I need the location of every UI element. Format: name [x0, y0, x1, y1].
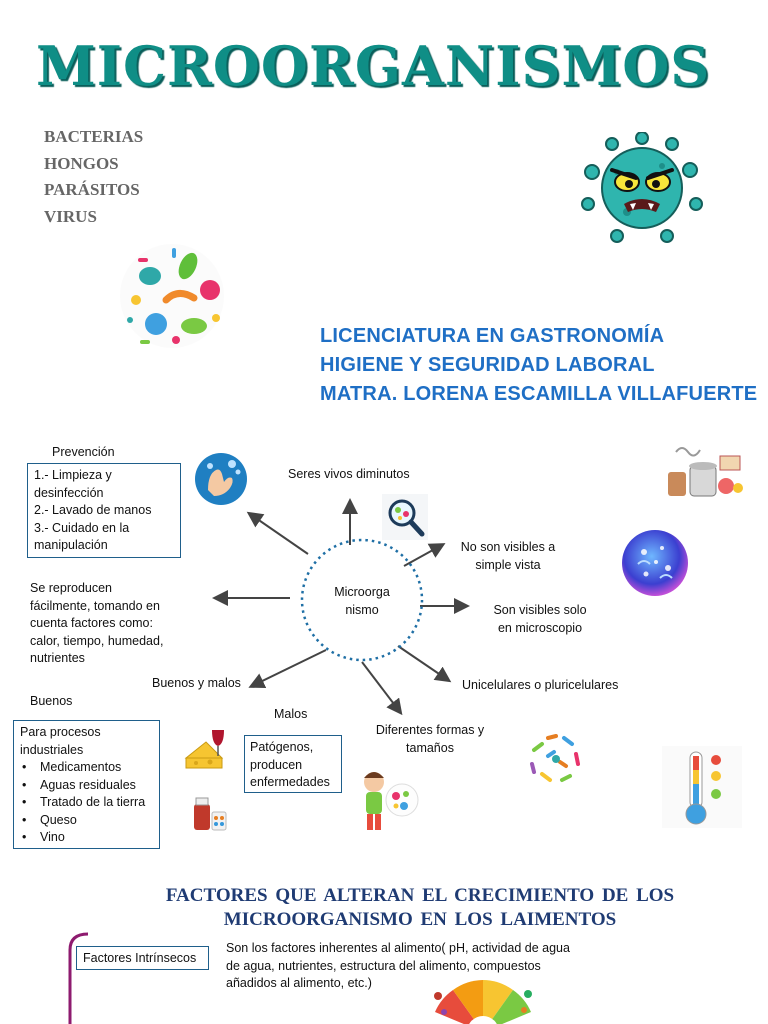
prevencion-item-3: 3.- Cuidado en la manipulación — [34, 520, 130, 552]
node-no-visibles-line1: No son visibles a — [460, 540, 556, 554]
center-label-line2: nismo — [345, 602, 379, 617]
procesos-item: • Vino — [20, 829, 153, 847]
thermometer-icon — [662, 746, 742, 828]
intrinsecos-desc-line3: añadidos al alimento, etc.) — [226, 976, 372, 990]
node-visibles-microscopio — [478, 602, 602, 637]
prevencion-item-1: 1.- Limpieza y desinfección — [34, 468, 112, 500]
prevencion-item-2: 2.- Lavado de manos — [34, 503, 152, 517]
medicine-icon — [190, 790, 230, 836]
node-reproducen-line3: cuenta factores como: — [30, 616, 153, 630]
procesos-item: • Queso — [20, 812, 153, 830]
sick-child-icon — [356, 766, 426, 836]
wine-cheese-icon — [182, 728, 228, 772]
center-label-line1: Microorga — [334, 585, 390, 599]
arrow-no-visibles — [404, 545, 442, 566]
node-buenos-malos: Buenos y malos — [152, 676, 241, 690]
node-formas — [366, 722, 494, 757]
type-virus: VIRUS — [44, 206, 97, 226]
procesos-title-line2: industriales — [20, 742, 84, 757]
factores-title-line1: FACTORES QUE ALTERAN EL CRECIMIENTO DE LOS — [165, 885, 675, 906]
factores-title — [100, 884, 740, 932]
arrow-unicelulares — [398, 646, 448, 680]
procesos-item: • Aguas residuales — [20, 777, 153, 795]
factores-title-line2: MICROORGANISMO EN LOS LAIMENTOS — [223, 909, 617, 930]
node-visibles-line2: en microscopio — [497, 620, 583, 635]
procesos-title-line1: Para procesos — [20, 725, 101, 739]
node-reproducen — [30, 580, 216, 668]
intrinsecos-desc-line1: Son los factores inherentes al alimento( pH, actividad de agua — [226, 941, 570, 955]
arrow-prevencion — [250, 514, 308, 554]
node-no-visibles — [446, 539, 570, 574]
microscopic-sphere-icon — [620, 528, 690, 598]
type-parasitos: PARÁSITOS — [44, 180, 140, 199]
procesos-box — [13, 720, 160, 849]
node-seres-vivos: Seres vivos diminutos — [288, 467, 410, 481]
node-unicelulares: Unicelulares o pluricelulares — [462, 678, 619, 692]
node-reproducen-line2: fácilmente, tomando en — [30, 598, 160, 613]
course-line-subject: HIGIENE Y SEGURIDAD LABORAL — [320, 354, 655, 376]
node-no-visibles-line2: simple vista — [475, 557, 541, 572]
procesos-item: • Tratado de la tierra — [20, 794, 153, 812]
intrinsecos-desc-line2: de agua, nutrientes, estructura del alimento, compuestos — [226, 958, 541, 973]
node-reproducen-line5: nutrientes — [30, 651, 85, 665]
bacteria-circle-icon — [522, 726, 590, 792]
patogenos-line1: Patógenos, — [250, 740, 314, 754]
handwashing-icon — [194, 452, 248, 506]
procesos-list — [20, 759, 153, 847]
factores-intrinsecos-desc — [226, 940, 606, 993]
node-formas-line2: tamaños — [406, 740, 454, 755]
node-reproducen-line4: calor, tiempo, humedad, — [30, 633, 164, 648]
type-hongos: HONGOS — [44, 153, 119, 173]
page-title: MICROORGANISMOS — [36, 34, 711, 98]
arrow-formas — [362, 662, 400, 712]
node-visibles-line1: Son visibles solo — [493, 603, 587, 617]
patogenos-box — [244, 735, 342, 793]
patogenos-line2: producen — [250, 757, 303, 772]
course-line-teacher: MATRA. LORENA ESCAMILLA VILLAFUERTE — [320, 383, 758, 405]
magnifier-icon — [382, 494, 428, 540]
buenos-label: Buenos — [30, 694, 73, 708]
type-bacterias: BACTERIAS — [44, 127, 144, 146]
factores-intrinsecos-label: Factores Intrínsecos — [76, 946, 209, 970]
prevencion-label: Prevención — [52, 445, 115, 459]
patogenos-line3: enfermedades — [250, 775, 330, 789]
procesos-item: • Medicamentos — [20, 759, 153, 777]
prevencion-box — [27, 463, 181, 558]
node-reproducen-line1: Se reproducen — [30, 581, 113, 595]
node-formas-line1: Diferentes formas y — [375, 723, 485, 737]
arrow-buenos-malos — [252, 650, 326, 686]
center-label — [302, 584, 422, 619]
malos-label: Malos — [274, 707, 308, 721]
kitchen-icon — [664, 442, 746, 500]
course-line-degree: LICENCIATURA EN GASTRONOMÍA — [320, 325, 665, 347]
food-wheel-icon — [428, 976, 538, 1024]
